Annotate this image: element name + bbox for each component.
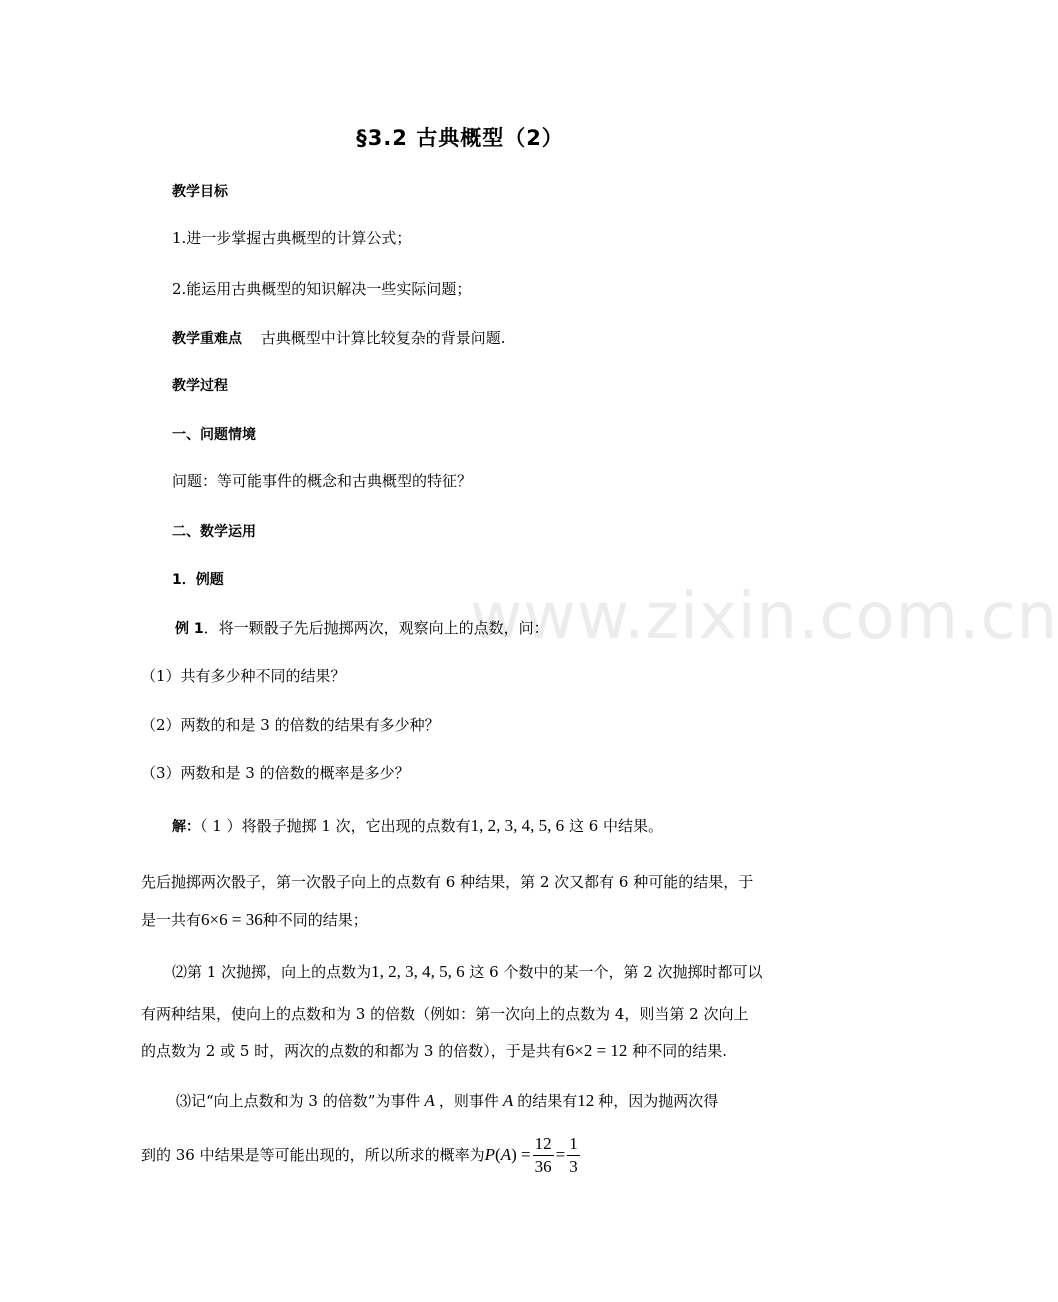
solution-1-math: 1, 2, 3, 4, 5, 6 xyxy=(470,816,565,835)
fraction-denominator: 36 xyxy=(534,1156,552,1176)
solution-3-text: ⑶记“向上点数和为 3 的倍数”为事件 xyxy=(176,1092,421,1110)
solution-2-line-2: 有两种结果，使向上的点数和为 3 的倍数（例如：第一次向上的点数为 4，则当第 2 次向上 xyxy=(141,1005,749,1023)
solution-3-text-e: 到的 36 中结果是等可能出现的，所以所求的概率为 xyxy=(141,1146,485,1164)
count-12: 12 xyxy=(577,1091,595,1110)
equals-sign: = xyxy=(555,1145,566,1164)
key-points-label: 教学重难点 xyxy=(172,331,242,347)
solution-1-line-2: 先后抛掷两次骰子，第一次骰子向上的点数有 6 种结果，第 2 次又都有 6 种可能的结果，于 xyxy=(141,873,754,891)
subsection-examples: 1．例题 xyxy=(172,572,224,588)
solution-1-suffix: 种不同的结果； xyxy=(262,911,368,929)
solution-2-line-3 xyxy=(141,1041,727,1061)
solution-3-text-b: ，则事件 xyxy=(438,1092,499,1110)
solution-3-line-2 xyxy=(141,1130,582,1179)
solution-2-suffix: 种不同的结果. xyxy=(627,1042,727,1060)
objective-1: 1.进一步掌握古典概型的计算公式； xyxy=(172,229,412,247)
solution-2-equation: 6×2 = 12 xyxy=(565,1041,628,1060)
solution-2-tail: 这 6 个数中的某一个，第 2 次抛掷时都可以 xyxy=(464,963,763,981)
solution-1-line-3 xyxy=(141,910,368,930)
example-1-label: 例 1 xyxy=(175,621,204,637)
solution-2-math: 1, 2, 3, 4, 5, 6 xyxy=(371,962,465,981)
question-text: 问题：等可能事件的概念和古典概型的特征？ xyxy=(172,472,473,490)
solution-1-text: （ 1 ）将骰子抛掷 1 次，它出现的点数有 xyxy=(200,817,471,835)
fraction-numerator: 12 xyxy=(533,1133,554,1156)
question-1: （1）共有多少种不同的结果？ xyxy=(141,667,346,685)
solution-1-equation: 6×6 = 36 xyxy=(201,910,263,929)
solution-2-line-1 xyxy=(172,962,763,982)
solution-3-text-d: 种，因为抛两次得 xyxy=(598,1092,719,1110)
objective-2: 2.能运用古典概型的知识解决一些实际问题； xyxy=(172,280,472,298)
fraction-numerator-2: 1 xyxy=(567,1133,580,1156)
solution-label: 解： xyxy=(172,819,200,835)
solution-3-line-1 xyxy=(176,1091,718,1111)
solution-1-tail: 这 6 中结果。 xyxy=(564,817,664,835)
key-points-text: 古典概型中计算比较复杂的背景问题. xyxy=(260,329,506,347)
probability-label: P(A) = xyxy=(484,1145,531,1164)
solution-1 xyxy=(172,816,663,837)
example-1-text: ．将一颗骰子先后抛掷两次，观察向上的点数，问： xyxy=(203,619,549,637)
event-a: A xyxy=(424,1091,435,1110)
solution-3-text-c: 的结果有 xyxy=(517,1092,578,1110)
question-2: （2）两数的和是 3 的倍数的结果有多少种？ xyxy=(141,716,440,734)
page-title: §3.2 古典概型（2） xyxy=(356,126,564,150)
question-3: （3）两数和是 3 的倍数的概率是多少？ xyxy=(141,764,410,782)
objectives-heading: 教学目标 xyxy=(172,184,228,200)
fraction-denominator-2: 3 xyxy=(569,1156,578,1176)
event-a-2: A xyxy=(502,1091,514,1110)
section-2-heading: 二、数学运用 xyxy=(172,524,256,540)
solution-1-prefix: 是一共有 xyxy=(141,911,202,929)
process-heading: 教学过程 xyxy=(172,378,228,394)
solution-2-prefix: 的点数为 2 或 5 时，两次的点数的和都为 3 的倍数），于是共有 xyxy=(141,1042,566,1060)
watermark: www.zixin.com.cn xyxy=(470,580,1058,654)
example-1 xyxy=(175,618,549,639)
key-points xyxy=(172,328,506,349)
solution-2-text: ⑵第 1 次抛掷，向上的点数为 xyxy=(172,963,372,981)
section-1-heading: 一、问题情境 xyxy=(172,427,256,443)
fraction-1-3 xyxy=(567,1133,580,1178)
fraction-12-36 xyxy=(533,1133,554,1178)
